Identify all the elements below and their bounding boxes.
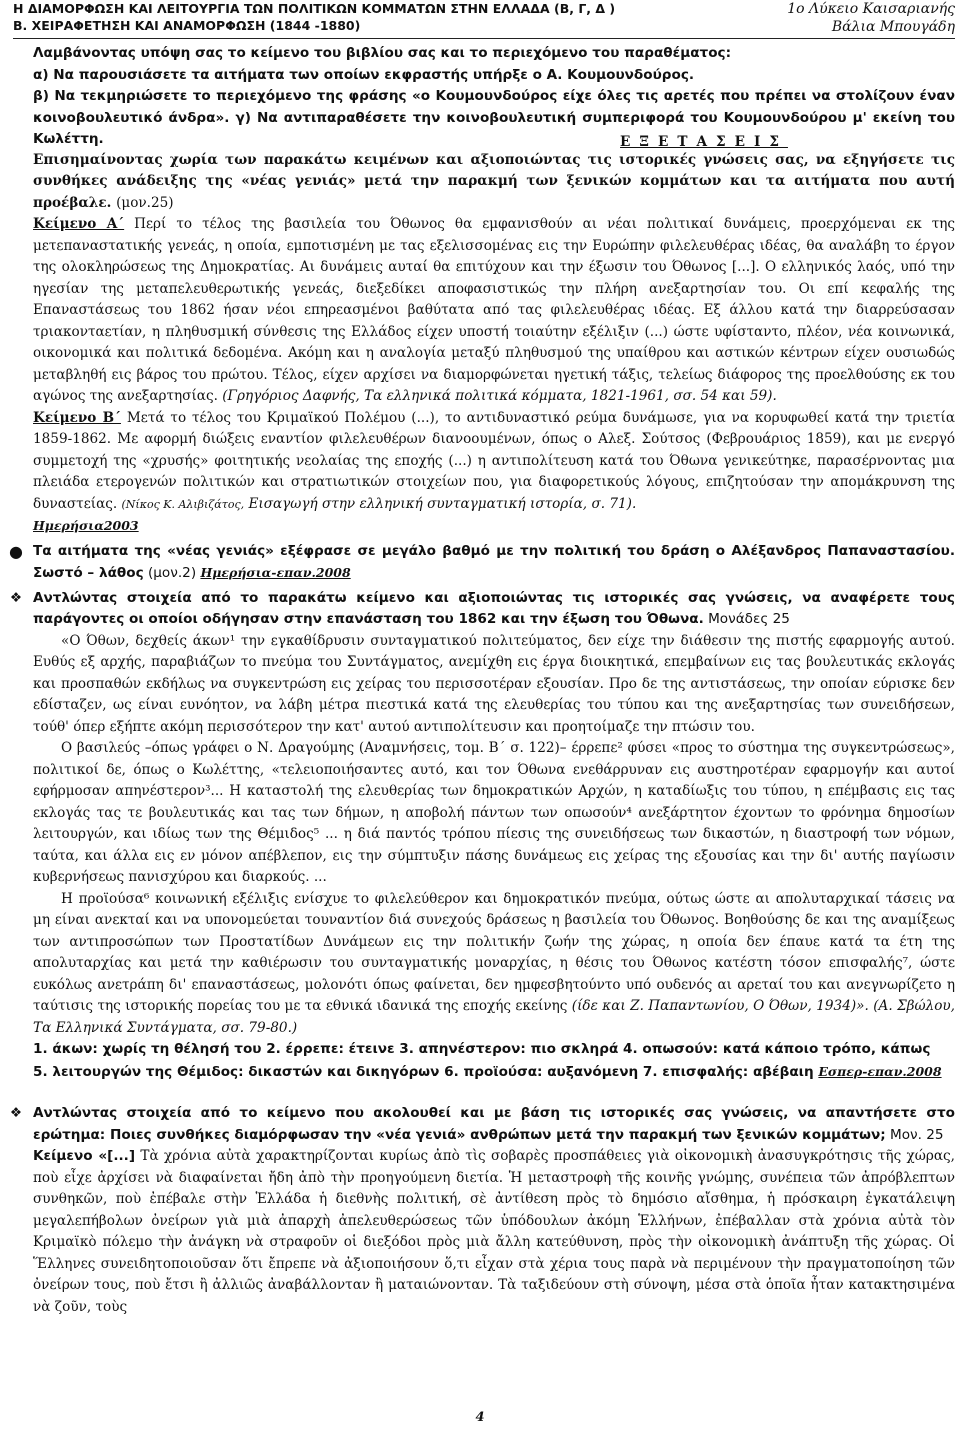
question-4-para-1: «Ο Όθων, δεχθείς άκων¹ την εγκαθίδρυσιν συνταγματικού πολιτεύματος, δεν είχε την διάθεσιν της πιστής εφαρμογής αυτού. Ευθύς εξ αρχής, παραβιάζων το πνεύμα του Συντάγματος, ανεμίχθη εις έργα διοικητικά, επεμβαίνων εις τας βουλευτικάς εκλογάς και προσπαθών εκδήλως να συγκεντρώση εις χείρας του περισσοτέραν εξουσίαν. Προ δε της αντιστάσεως, την οποίαν εύρισκε δεν εδίσταζεν, ως είναι ευνόητον, να λάβη μέτρα πιεστικά κατά της ελευθερίας του τύπου και της ανεξαρτησίας των συνειδήσεων, τούθ' όπερ εξήπτε ακόμη περισσότερον την κατ' αυτού αντιπολίτευσιν και προητοίμαζε την πτώσιν του. xyxy=(33,632,955,735)
text-a-body: Περί το τέλος της βασιλεία του Όθωνος θα εμφανισθούν αι νέαι πολιτικαί δυνάμεις, προερχόμεναι εκ της μετεπαναστατικής γενεάς, η οποία, εμποτισμένη με τας εξελισσομένας εις την Ευρώπην φιλελευθέρας ιδέας, θα αναλάβη το έργον της ολοκληρώσεως της Δημοκρατίας. Αι δυνάμεις αυταί θα επιτύχουν και την έξωσιν του Όθωνος [...]. Ο ελληνικός λαός, υπό την ηγεσίαν της μεταπελευθερωτικής γενεάς, διεξεδίκει αποφασιστικώς την πλήρη ανεξαρτησίαν του. Οι επί κεφαλής της Επαναστάσεως του 1862 ήσαν νέοι επηρεασμένοι βαθύτατα από τας φιλελευθέρας ιδέας. Εξ άλλου κατά την διαρρεύσασαν τριακονταετίαν, η πληθυσμική σύνθεσις της Ελλάδος είχεν υποστή τοιαύτην εξέλιξιν (...) ώστε υφίσταντο, πλέον, νέα κοινωνικά, οικονομικά και πολιτικά δεδομένα. Ακόμη και η αναλογία μεταξύ πληθυσμού της υπαίθρου και αστικών κέντρων είχεν ουσιωδώς μεταβληθή εις βάρος του πρώτου. Τέλος, είχεν αρχίσει να διαμορφώνεται ηγετική τάξις, τελείως διάφορος της προελθούσης εκ του αγώνος της ανεξαρτησίας. xyxy=(33,216,955,404)
question-4-para-3-text: Η προϊούσα⁶ κοινωνική εξέλιξις ενίσχυε το φιλελεύθερον και δημοκρατικόν πνεύμα, ούτως ώστε αι απολυταρχικαί τάσεις να μη είναι ανεκταί και να υπονομεύεται τουναντίον διά συνεχούς δράσεως η βασιλεία του Όθωνος. Βοηθούσης δε και της αναμίξεως των αντιπροσώπων των Προστατίδων Δυνάμεων εις την πολιτικήν ζωήν της χώρας, η οποία δεν έπαυε κατά τα έτη της απολυταρχίας και μετά την καθιέρωσιν του συνταγματικής μοναρχίας, η θέσις του Όθωνος κατέστη τόσον επισφαλής⁷, ώστε ευκόλως ανετράπη δι' επαναστάσεως, μολονότι όπως φαίνεται, δεν ημφεσβητούντο υπό ουδενός αι αρεταί του και ανεγνωρίζετο η ταύτισις της ιστορικής πορείας του με τα εθνικά ιδανικά της εποχής εκείνης xyxy=(33,890,955,1014)
question-4 xyxy=(9,588,955,631)
question-3-exam-note: Ημερήσια-επαν.2008 xyxy=(200,565,351,580)
bullet-dot-icon: ● xyxy=(9,541,23,561)
header-left xyxy=(13,0,615,34)
question-4-para-2: Ο βασιλεύς –όπως γράφει ο Ν. Δραγούμης (Αναμνήσεις, τομ. Β΄ σ. 122)– έρρεπε² φύσει «προς το σύστημα της συγκεντρώσεως», πολιτικοί δε, όπως ο Κωλέττης, «τελειοποιήσαντες αυτό, και τον Όθωνα ενεθάρρυναν εις αυστηροτέραν εφαρμογήν και αυτοί εφήρμοσαν απηνέστερον³... Η καταστολή της ελευθερίας των δημοκρατικών Αρχών, η καταδίωξις του τύπου, η επέμβασις εις τας εκλογάς τας τε βουλευτικάς και τας των δήμων, η αποβολή πάντων των οπωσούν⁴ ανεξάρτητον έχοντων το φρόνημα δημοσίων λειτουργών, και ιδίως των της Θέμιδος⁵ ... η διά παντός τρόπου πίεσις της συνειδήσεως των δικαστών, η διαστροφή των νόμων, ταύτα, και άλλα εις εν μόνον απέβλεπον, εις την σύμπτυξιν πάσης δυνάμεως εις χείρας της εξουσίας και την δι' αυτής παγίωσιν κυβερνήσεως πανισχύρου και διαρκούς. ... xyxy=(33,740,955,885)
question-2-prompt-text: Επισημαίνοντας χωρία των παρακάτω κειμένων και αξιοποιώντας τις ιστορικές γνώσεις σας, να εξηγήσετε τις συνθήκες ανάδειξης της «νέας γενιάς» μετά την παρακμή των ξενικών κομμάτων και τα αιτήματα που αυτή προέβαλε. xyxy=(33,151,955,211)
question-5-prompt-row xyxy=(33,1103,955,1146)
question-2-prompt xyxy=(33,150,955,215)
question-5-text-label: Κείμενο «[...] xyxy=(33,1148,136,1164)
question-1-part-b-text: β) Να τεκμηριώσετε το περιεχόμενο της φράσης «ο Κουμουνδούρος είχε όλες τις αρετές που πρέπει να στολίζουν έναν κοινοβουλευτικό άνδρα». xyxy=(33,88,955,126)
question-3-marks: (μον.2) xyxy=(147,565,197,581)
page-header xyxy=(13,0,955,40)
question-5-prompt: Αντλώντας στοιχεία από το κείμενο που ακολουθεί και με βάση τις ιστορικές σας γνώσεις, να απαντήσετε στο ερώτημα: Ποιες συνθήκες διαμόρφωσαν την «νέα γενιά» ανθρώπων μετά την παρακμή των ξενικών κομμάτων; xyxy=(33,1105,955,1143)
question-4-exam-note: Εσπερ-επαν.2008 xyxy=(818,1063,942,1079)
question-5-text-body: Τὰ χρόνια αὐτὰ χαρακτηρίζονται κυρίως ἀπὸ τὶς σοβαρὲς προσπάθειες γιὰ οἰκονομικὴ ἀνασυγκρότησις τῆς χώρας, ποὺ εἶχε ἀρχίσει νὰ διαφαίνεται ἤδη ἀπὸ τὴν προηγούμενη διετία. Ἡ μεταστροφὴ τῆς κοινῆς γνώμης, συνέπεια τῶν ἀπρόβλεπτων συνθηκῶν, ποὺ ἐπέβαλε στὴν Ἑλλάδα ἡ διεθνὴς πολιτική, σὲ ἀντίθεση πρὸς τὸ δημόσιο αἴσθημα, ἡ πρόσκαιρη ἐγκατάλειψη μεγαλεπήβολων ὀνείρων γιὰ μιὰ ἀπαρχὴ ἀπελευθερώσεως τῶν ὑπόδουλων ἀκόμη Ἑλλήνων, ἐπέβαλλαν στὰ χρόνια αὐτὰ τὸν Κριμαϊκὸ πόλεμο τὴν ἀνάγκη νὰ στραφοῦν οἱ διεξόδοι πρὸς μιὰ ἄλλη κατεύθυνση, πρὸς τὴν οἰκονομικὴ ἀνάπτυξη τῆς χώρας. Οἱ Ἕλληνες συνειδητοποιοῦσαν ὅτι ἔπρεπε νὰ ἀξιοποιήσουν ὅ,τι εἶχαν στὰ χέρια τους παρὰ νὰ περιμένουν τὴν πραγματοποίηση τῶν ὀνείρων τους, ποὺ ἔτσι ἢ ἀλλιῶς ἀναβάλλονταν ἢ ματαιώνονταν. Τὰ ταξιδεύουν στὴ σύνοψη, μέσα στὰ ὁποῖα ἦταν κατακτησιμένα νὰ ζοῦν, τοὺς xyxy=(33,1148,955,1315)
glossary-line-2-row xyxy=(33,1061,955,1084)
question-5-text xyxy=(33,1146,955,1318)
question-5 xyxy=(9,1103,955,1146)
question-4-para-3-source-1: (ίδε και Ζ. Παπαντωνίου, Ο Όθων, 1934)». xyxy=(571,998,869,1014)
question-3-text: Τα αιτήματα της «νέας γενιάς» εξέφρασε σε μεγάλο βαθμό με την πολιτική του δράση ο Αλέξανδρος Παπαναστασίου. xyxy=(33,542,955,559)
diamond-bullet-icon: ❖ xyxy=(9,1105,23,1121)
question-5-source-text xyxy=(33,1146,955,1318)
header-chapter-title: Β. ΧΕΙΡΑΦΕΤΗΣΗ ΚΑΙ ΑΝΑΜΟΡΦΩΣΗ (1844 -1880) xyxy=(13,18,361,33)
question-1-part-c-text: γ) Να αντιπαραθέσετε την κοινοβουλευτική συμπεριφορά του Κουμουνδούρου μ' εκείνη του Κωλέττη. xyxy=(33,109,955,147)
question-2-exam-note-row xyxy=(33,515,955,538)
document-page xyxy=(9,0,956,1318)
text-a-label: Κείμενο Α΄ xyxy=(33,216,125,232)
page-number: 4 xyxy=(475,1410,485,1425)
header-school: 1ο Λύκειο Καισαριανής xyxy=(787,1,955,17)
text-b xyxy=(33,408,955,516)
question-2-marks: (μον.25) xyxy=(116,194,174,211)
question-1-part-a: α) Να παρουσιάσετε τα αιτήματα των οποίων εκφραστής υπήρξε ο Α. Κουμουνδούρος. xyxy=(33,66,695,83)
header-teacher: Βάλια Μπουγάδη xyxy=(831,19,955,35)
question-4-marks: Μονάδες 25 xyxy=(708,611,790,627)
question-4-prompt-row xyxy=(33,588,955,631)
header-course-title: Η ΔΙΑΜΟΡΦΩΣΗ ΚΑΙ ΛΕΙΤΟΥΡΓΙΑ ΤΩΝ ΠΟΛΙΤΙΚΩΝ ΚΟΜΜΑΤΩΝ ΣΤΗΝ ΕΛΛΑΔΑ (Β, Γ, Δ ) xyxy=(13,1,616,16)
header-right xyxy=(787,0,955,36)
exams-heading xyxy=(33,131,955,150)
diamond-bullet-icon: ❖ xyxy=(9,589,23,606)
text-a-source: (Γρηγόριος Δαφνής, Τα ελληνικά πολιτικά κόμματα, 1821-1961, σσ. 54 και 59). xyxy=(222,388,777,404)
glossary-line-2: 5. λειτουργών της Θέμιδος: δικαστών και δικηγόρων 6. προϊούσα: αυξανόμενη 7. επισφαλής: αβέβαιη xyxy=(33,1063,814,1080)
question-1-intro: Λαμβάνοντας υπόψη σας το κείμενο του βιβλίου σας και το περιεχόμενο του παραθέματος: xyxy=(33,45,732,61)
header-divider xyxy=(13,38,955,39)
question-4-prompt: Αντλώντας στοιχεία από το παρακάτω κείμενο και αξιοποιώντας τις ιστορικές σας γνώσεις, να αναφέρετε τους παράγοντες οι οποίοι οδήγησαν στην επανάσταση του 1862 και την έξωση του Όθωνα. xyxy=(33,589,955,627)
question-3-true-false: Σωστό – λάθος xyxy=(33,565,144,581)
text-b-label: Κείμενο Β΄ xyxy=(33,409,121,426)
question-4-source-text xyxy=(33,631,955,1084)
question-5-marks: Μον. 25 xyxy=(889,1126,944,1143)
glossary-line-1: 1. άκων: χωρίς τη θέλησή του 2. έρρεπε: έτεινε 3. απηνέστερον: πιο σκληρά 4. οπωσούν: κατά κάποιο τρόπο, κάπως xyxy=(33,1041,931,1057)
question-2-exam-note: Ημερήσια2003 xyxy=(33,518,139,533)
text-b-body: Μετά το τέλος του Κριμαϊκού Πολέμου (...), το αντιδυναστικό ρεύμα δυνάμωσε, για να κορυφωθεί κατά την τριετία 1859-1862. Με αφορμή διώξεις εναντίον φιλελευθέρων διανοουμένων, όπως ο Αλεξ. Σούτσος (Φεβρουάριος 1859), και με ενεργό συμμετοχή της «χρυσής» φοιτητικής νεολαίας της εποχής (...) η αντιπολίτευση κατά του Όθωνα γενικεύτηκε, παρασέρνοντας μια πλειάδα ετερογενών πολιτικών και στρατιωτικών στοιχείων που, για διαφορετικούς λόγους, επιζητούσαν την απομάκρυνση της δυναστείας. xyxy=(33,409,955,512)
text-b-source-author: (Νίκος Κ. Αλιβιζάτος, xyxy=(121,497,245,511)
text-b-source-title: Εισαγωγή στην ελληνική συνταγματική ιστορία, σ. 71). xyxy=(248,495,637,512)
text-a xyxy=(33,214,955,408)
question-4-para-3-source-2: (Α. Σβώλου, Τα Ελληνικά Συντάγματα, σσ. 79-80.) xyxy=(33,998,956,1036)
question-2 xyxy=(33,150,955,538)
question-4-para-3 xyxy=(33,889,955,1040)
question-3-text-row xyxy=(33,541,955,585)
question-3 xyxy=(9,541,955,585)
exams-title: ΕΞΕΤΑΣΕΙΣ xyxy=(620,133,788,150)
